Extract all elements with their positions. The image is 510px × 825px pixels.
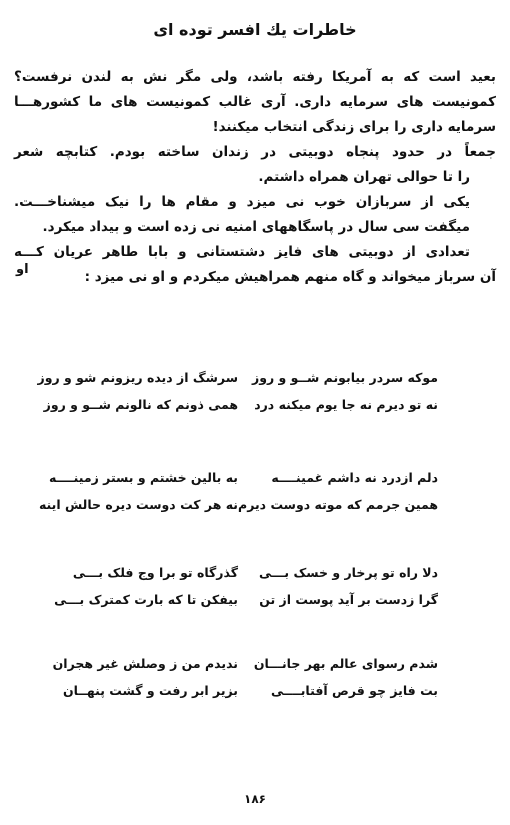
hemistich-first: شدم رسوای عالم بهر جانـــان: [253, 656, 438, 671]
hemistich-second: همی ذونم که نالونم شــو و روز: [43, 397, 238, 412]
hemistich-second: ندیدم من ز وصلش غیر هجران: [52, 656, 238, 671]
prose-line: سرمایه داری را برای زندگی انتخاب میکنند!: [212, 119, 496, 135]
hemistich-first: همین جرمم که موته دوست دیرم: [238, 497, 438, 512]
hemistich-first: نه تو دیرم نه جا یوم میکنه درد: [254, 397, 438, 412]
verse-line: [0, 470, 510, 497]
stanza: [0, 565, 510, 619]
hemistich-first: دلم ازدرد نه داشم غمینــــه: [271, 470, 438, 485]
hemistich-second: بیفکن تا که بارت کمترک بـــی: [54, 592, 238, 607]
prose-line: بعید است که به آمریکا رفته باشد، ولی مگر نش به لندن نرفست؟: [14, 69, 496, 85]
verse-line: [0, 397, 510, 424]
stanza: [0, 370, 510, 424]
running-header: خاطرات يك افسر توده ای: [153, 20, 357, 39]
hemistich-second: سرشگ از دیده ریزونم شو و روز: [37, 370, 238, 385]
verse-line: [0, 565, 510, 592]
hemistich-second: بزیر ابر رفت و گشت پنهــان: [62, 683, 238, 698]
prose-line: را تا حوالی تهران همراه داشتم.: [258, 169, 470, 185]
margin-marker: او: [16, 262, 29, 277]
hemistich-first: گرا زدست بر آید پوست از تن: [259, 592, 438, 607]
hemistich-second: به بالین خشتم و بستر زمینــــه: [49, 470, 238, 485]
hemistich-second: گذرگاه تو برا وج فلک بـــی: [72, 565, 238, 580]
verse-line: [0, 497, 510, 524]
prose-line: تعدادی از دوبیتی های فایز دشتستانی و بابا طاهر عریان کـــه: [14, 244, 470, 260]
hemistich-first: بت فایز چو قرص آفتابــــی: [271, 683, 438, 698]
verse-line: [0, 683, 510, 710]
verse-line: [0, 592, 510, 619]
verse-line: [0, 656, 510, 683]
prose-line: کمونیست های سرمایه داری. آری غالب کمونیست های ما کشورهـــا: [14, 94, 496, 110]
prose-line: آن سرباز میخواند و گاه منهم همراهیش میکردم و او نی میزد :: [84, 269, 496, 285]
verse-line: [0, 370, 510, 397]
page-number: ۱۸۶: [244, 792, 266, 806]
prose-block: [14, 65, 496, 290]
prose-line: میگفت سی سال در پاسگاههای امنیه نی زده است و بیداد میکرد.: [42, 219, 470, 235]
prose-line: یکی از سربازان خوب نی میزد و مقام ها را نیک میشناخـــت.: [14, 194, 470, 210]
hemistich-first: موکه سردر بیابونم شــو و روز: [252, 370, 438, 385]
hemistich-first: دلا راه تو پرخار و خسک بـــی: [258, 565, 438, 580]
hemistich-second: نه هر کت دوست دیره حالش اینه: [38, 497, 238, 512]
prose-line: جمعاً در حدود پنجاه دوبیتی در زندان ساخته بودم. کتابچه شعر: [14, 144, 496, 160]
stanza: [0, 656, 510, 710]
stanza: [0, 470, 510, 524]
